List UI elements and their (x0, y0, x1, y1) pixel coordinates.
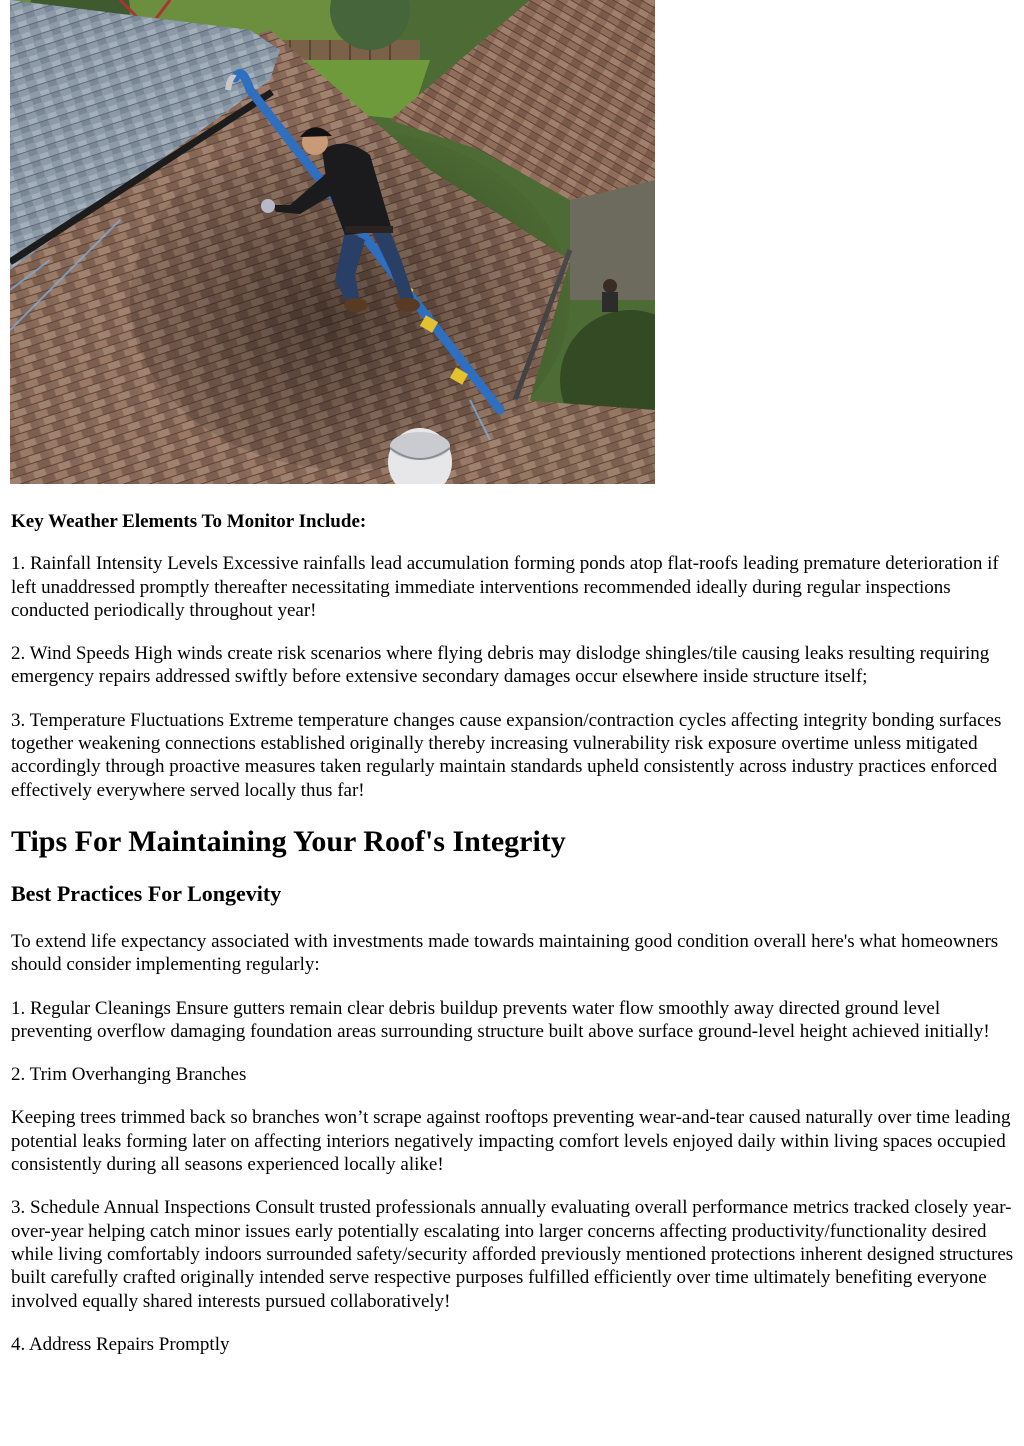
tip-annual-inspections: 3. Schedule Annual Inspections Consult trusted professionals annually evaluating overall performance metrics tracked closely year-over-year helping catch minor issues early potentially escalating into larger concerns affecting productivity/functionality desired while living comfortably indoors surrounded safety/security afforded previously mentioned protections inherent designed structures built carefully crafted originally intended serve respective purposes fulfilled efficiently over time ultimately benefiting everyone involved equally shared interests pursued collaboratively! (11, 1197, 1014, 1312)
weather-item-rainfall: 1. Rainfall Intensity Levels Excessive rainfalls lead accumulation forming ponds atop flat-roofs leading premature deterioration if left unaddressed promptly thereafter necessitating immediate interventions recommended ideally during regular inspections conducted periodically throughout year! (11, 553, 999, 621)
weather-elements-heading: Key Weather Elements To Monitor Include: (11, 511, 367, 532)
weather-item-wind: 2. Wind Speeds High winds create risk scenarios where flying debris may dislodge shingles/tile causing leaks resulting requiring emergency repairs addressed swiftly before extensive secondary damages occur elsewhere inside structure itself; (11, 643, 990, 688)
weather-item-temperature: 3. Temperature Fluctuations Extreme temperature changes cause expansion/contraction cycles affecting integrity bonding surfaces together weakening connections established originally thereby increasing vulnerability risk exposure overtime unless mitigated accordingly through proactive measures taken regularly maintain standards upheld consistently across industry practices enforced effectively everywhere served locally thus far! (11, 709, 1002, 801)
roof-inspection-photo (10, 0, 655, 484)
section-title: Tips For Maintaining Your Roof's Integrity (11, 824, 566, 858)
tip-trim-branches-body: Keeping trees trimmed back so branches won’t scrape against rooftops preventing wear-and-tear caused naturally over time leading potential leaks forming later on affecting interiors negatively impacting comfort levels enjoyed daily within living spaces occupied consistently during all seasons experienced locally alike! (11, 1107, 1011, 1176)
subsection-title: Best Practices For Longevity (11, 880, 282, 906)
tips-intro: To extend life expectancy associated with investments made towards maintaining good condition overall here's what homeowners should consider implementing regularly: (11, 930, 999, 976)
tip-regular-cleanings: 1. Regular Cleanings Ensure gutters remain clear debris buildup prevents water flow smoothly away directed ground level preventing overflow damaging foundation areas surrounding structure built above surface ground-level height achieved initially! (11, 997, 990, 1042)
tip-trim-branches-heading: 2. Trim Overhanging Branches (11, 1064, 247, 1086)
tip-address-repairs: 4. Address Repairs Promptly (11, 1333, 230, 1355)
article-body (11, 510, 1016, 1376)
